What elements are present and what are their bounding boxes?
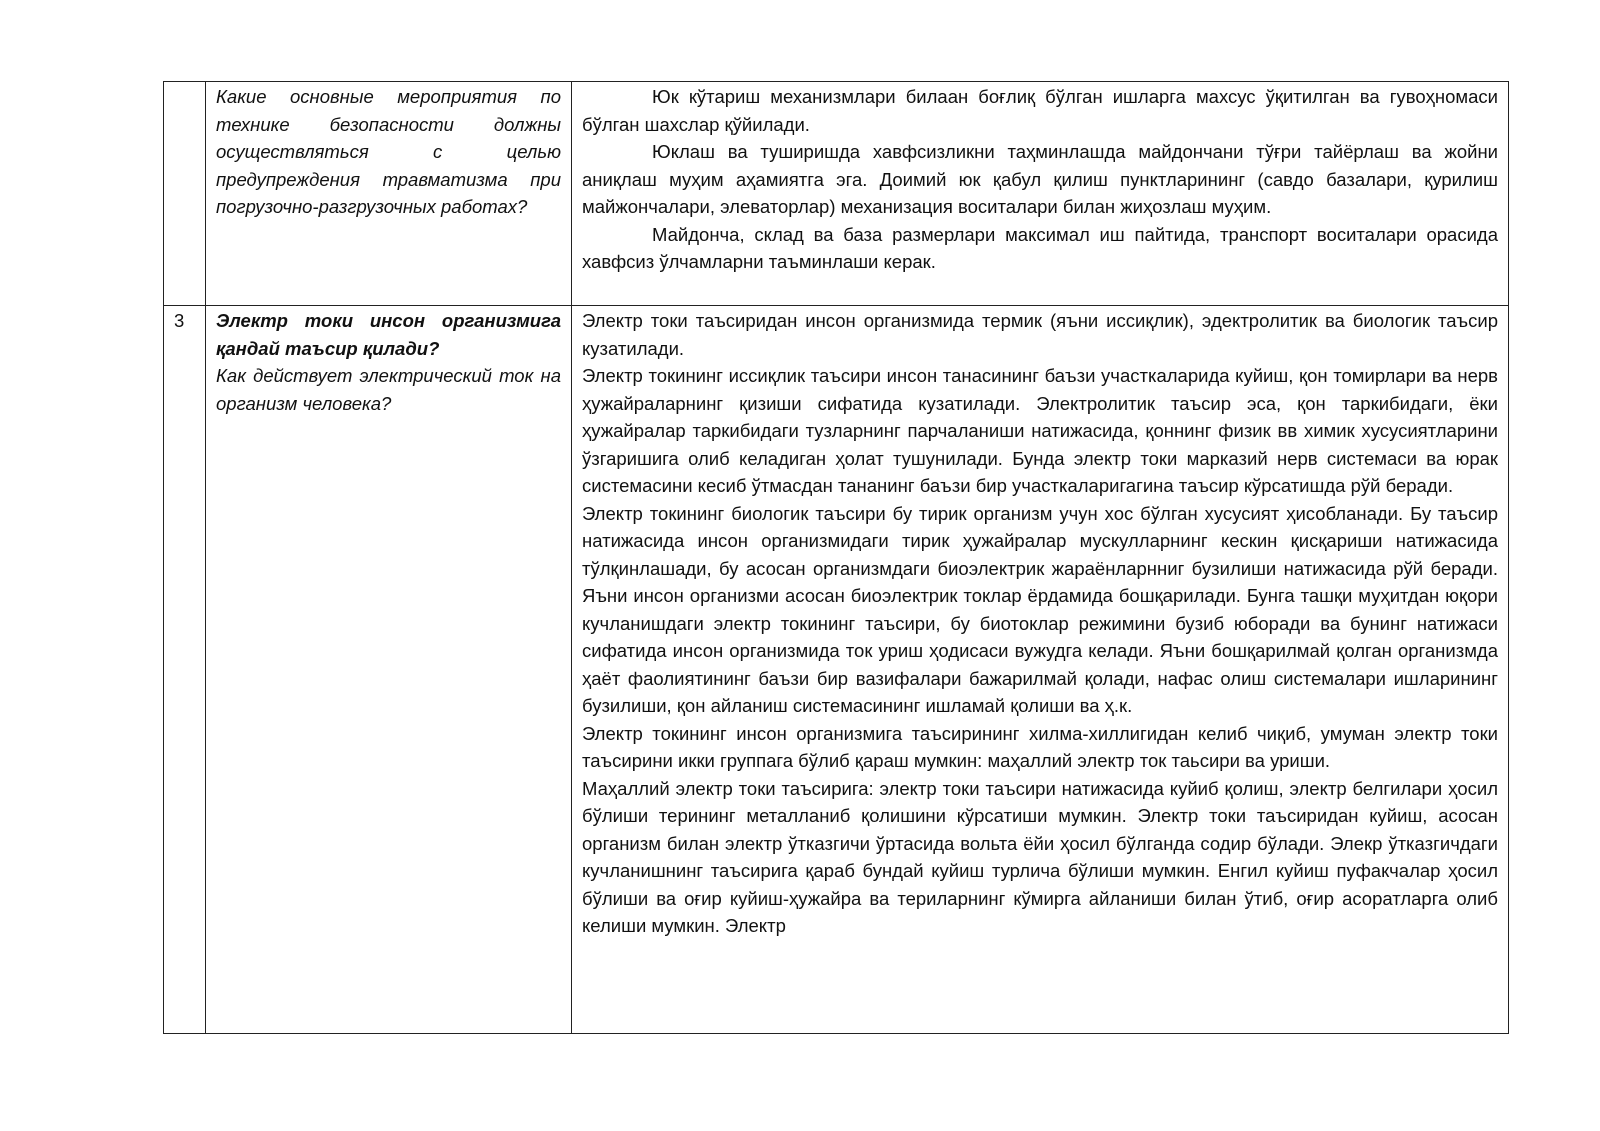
table-row [164, 306, 1509, 1034]
answer-paragraph: Маҳаллий электр токи таъсирига: электр токи таъсири натижасида куйиб қолиш, электр белгилари ҳосил бўлиши терининг металланиб қолишини кўрсатиши мумкин. Электр токи таъсиридан куйиш, асосан организм билан электр ўтказгичи ўртасида вольта ёйи ҳосил бўлганда содир бўлади. Элекр ўтказгичдаги кучланишнинг таъсирига қараб бундай куйиш турлича бўлиши мумкин. Енгил куйиш пуфакчалар ҳосил бўлиши ва оғир куйиш-ҳужайра ва териларнинг кўмирга айланиши билан ўтиб, оғир асоратларга олиб келиши мумкин. Электр [582, 777, 1498, 936]
answer-paragraph: Юклаш ва туширишда хавфсизликни таҳминлашда майдончани тўғри тайёрлаш ва жойни аниқлаш муҳим аҳамиятга эга. Доимий юк қабул қилиш пунктларининг (савдо базалари, қурилиш майжончалари, элеваторлар) механизация воситалари билан жиҳозлаш муҳим. [582, 141, 1498, 217]
answer-paragraph: Юк кўтариш механизмлари билаан боғлиқ бўлган ишларга махсус ўқитилган ва гувоҳномаси бўлган шахслар қўйилади. [582, 86, 1498, 135]
answer-paragraph: Электр токининг инсон организмига таъсирининг хилма-хиллигидан келиб чиқиб, умуман электр токи таъсирини икки группага бўлиб қараш мумкин: маҳаллий электр ток таьсири ва уриши. [582, 722, 1498, 771]
page-content [163, 81, 1509, 1034]
answer-cell [572, 82, 1509, 306]
question-ru: Какие основные мероприятия по технике безопасности должны осуществляться с целью предупреждения травматизма при погрузочно-разгрузочных работах? [216, 86, 561, 217]
table-row [164, 82, 1509, 306]
row-number-cell: 3 [164, 306, 206, 1034]
question-uz: Электр токи инсон организмига қандай таъсир қилади? [216, 310, 561, 359]
question-ru: Как действует электрический ток на организм человека? [216, 365, 561, 414]
question-cell [206, 306, 572, 1034]
row-number-cell [164, 82, 206, 306]
answer-paragraph: Электр токининг иссиқлик таъсири инсон танасининг баъзи участкаларида куйиш, қон томирлари ва нерв ҳужайраларнинг қизиши сифатида кузатилади. Электролитик таъсир эса, қон таркибидаги, ёки ҳужайралар таркибидаги тузларнинг парчаланиши натижасида, қоннинг физик вв химик хусусиятларини ўзгаришига олиб келадиган ҳолат тушунилади. Бунда электр токи марказий нерв системаси ва юрак системасини кесиб ўтмасдан тананинг баъзи бир участкаларигагина таъсир кўрсатишда рўй беради. [582, 365, 1498, 496]
qa-table [163, 81, 1509, 1034]
answer-cell [572, 306, 1509, 1034]
answer-paragraph: Майдонча, склад ва база размерлари максимал иш пайтида, транспорт воситалари орасида хавфсиз ўлчамларни таъминлаши керак. [582, 223, 1498, 272]
question-cell [206, 82, 572, 306]
answer-paragraph: Электр токи таъсиридан инсон организмида термик (яъни иссиқлик), эдектролитик ва биологик таъсир кузатилади. [582, 310, 1498, 359]
answer-paragraph: Электр токининг биологик таъсири бу тирик организм учун хос бўлган хусусият ҳисобланади. Бу таъсир натижасида инсон организмидаги тирик ҳужайралар мускулларнинг кескин қисқариши натижасида тўлқинлашади, бу асосан организмдаги биоэлектрик жараёнларнниг бузилиши натижасида рўй беради. Яъни инсон организми асосан биоэлектрик токлар ёрдамида бошқарилади. Бунга ташқи муҳитдан юқори кучланишдаги электр токининг таъсири, бу биотоклар режимини бузиб юборади ва бунинг натижаси сифатида инсон организмида ток уриш ҳодисаси вужудга келади. Яъни бошқарилмай қолган организмда ҳаёт фаолиятининг баъзи бир вазифалари бажарилмай қолади, нафас олиш системалари ишларининг бузилиши, қон айланиш системасининг ишламай қолиши ва ҳ.к. [582, 502, 1498, 716]
